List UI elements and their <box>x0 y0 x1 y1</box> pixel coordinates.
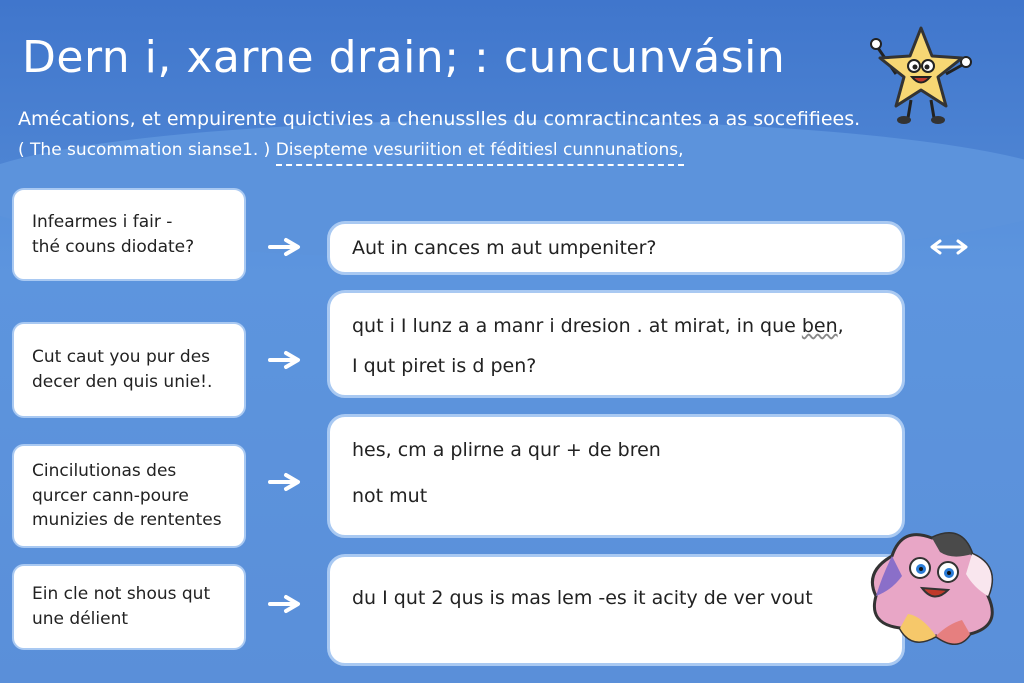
answer-card-3[interactable] <box>327 414 905 538</box>
question-card-1[interactable] <box>12 188 246 281</box>
answer-2-text-b: , <box>837 315 844 337</box>
star-mascot-icon <box>866 22 976 126</box>
question-3-line-1: Cincilutionas des <box>32 461 177 482</box>
double-arrow-icon <box>928 237 970 257</box>
answer-2-text-a: qut i I lunz a a manr i dresion . at mirat, in que <box>352 315 802 337</box>
right-arrow-icon <box>268 350 304 370</box>
right-arrow-icon <box>268 237 304 257</box>
right-arrow-icon <box>268 594 304 614</box>
patchwork-mascot-icon <box>862 516 1002 652</box>
answer-1-line-1: Aut in cances m aut umpeniter? <box>352 237 657 259</box>
question-3-line-2: qurcer cann-poure <box>32 485 189 506</box>
question-2-line-2: decer den quis unie!. <box>32 372 213 392</box>
answer-4-line-1: du I qut 2 qus is mas lem -es it acity de ver vout <box>352 587 813 609</box>
question-card-3[interactable] <box>12 444 246 548</box>
question-4-line-1: Ein cle not shous qut <box>32 584 211 605</box>
right-arrow-icon <box>268 472 304 492</box>
answer-2-wavy-word: ben <box>801 315 838 337</box>
question-card-4[interactable] <box>12 564 246 650</box>
subtitle-underlined: Disepteme vesuriition et féditiesl cunnunations, <box>276 140 684 166</box>
page-subtitle: Amécations, et empuirente quictivies a chenusslles du comractincantes a as socefifiees. <box>18 108 861 130</box>
question-card-2[interactable] <box>12 322 246 418</box>
answer-card-1[interactable] <box>327 221 905 275</box>
answer-card-2[interactable] <box>327 290 905 398</box>
page-subtitle-secondary <box>18 140 684 160</box>
answer-2-line-2: I qut piret is d pen? <box>352 355 537 377</box>
subtitle-prefix: ( The sucommation sianse1. ) <box>18 140 271 160</box>
question-3-line-3: munizies de rententes <box>32 510 222 531</box>
question-1-line-2: thé couns diodate? <box>32 236 195 257</box>
answer-3-line-1: hes, cm a plirne a qur + de bren <box>352 439 661 461</box>
question-4-line-2: une délient <box>32 609 129 629</box>
answer-card-4[interactable] <box>327 554 905 666</box>
question-1-line-1: Infearmes i fair - <box>32 211 173 232</box>
page-title: Dern i, xarne drain; : cuncunvásin <box>22 32 786 83</box>
answer-3-line-2: not mut <box>352 485 428 507</box>
answer-2-line-1 <box>352 315 844 337</box>
question-2-line-1: Cut caut you pur des <box>32 347 211 368</box>
